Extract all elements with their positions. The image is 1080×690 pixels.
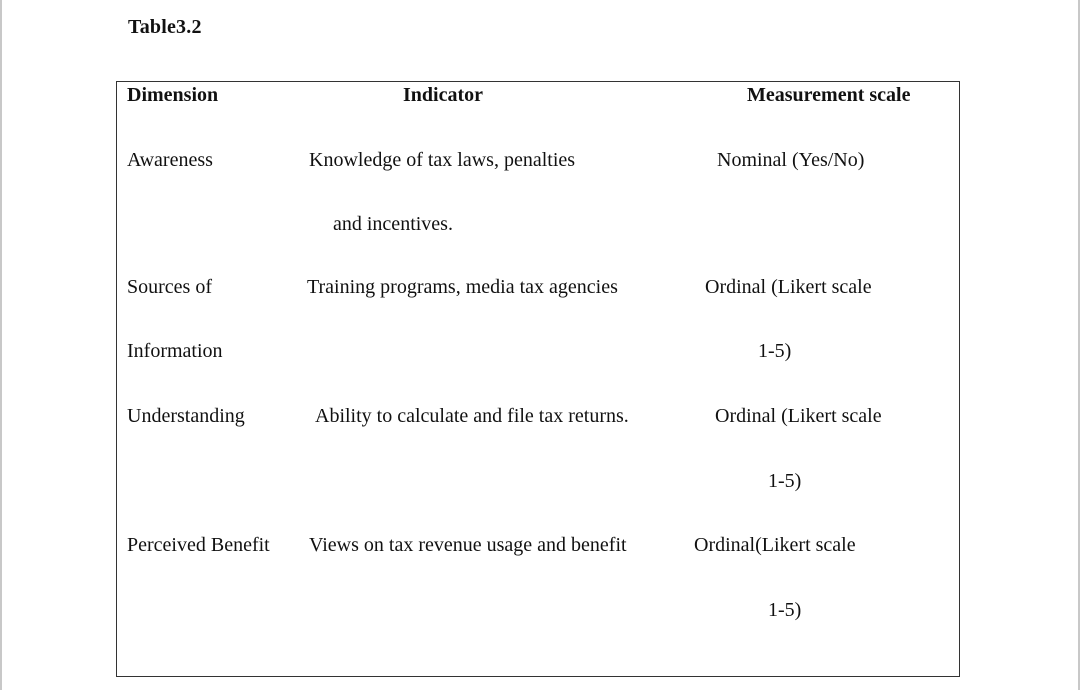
page-edge-left (0, 0, 2, 690)
row-awareness-indicator-line1: Knowledge of tax laws, penalties (309, 149, 576, 171)
row-understanding-scale-line1: Ordinal (Likert scale (715, 405, 882, 427)
row-awareness-dimension: Awareness (127, 149, 213, 171)
header-measurement-scale: Measurement scale (747, 84, 911, 106)
row-benefit-scale-line1: Ordinal(Likert scale (694, 534, 856, 556)
row-awareness-indicator-line2: and incentives. (333, 213, 453, 235)
row-benefit-indicator: Views on tax revenue usage and benefit (309, 534, 627, 556)
row-sources-scale-line1: Ordinal (Likert scale (705, 276, 872, 298)
row-awareness-scale: Nominal (Yes/No) (717, 149, 865, 171)
row-understanding-scale-line2: 1-5) (768, 470, 802, 492)
row-sources-indicator: Training programs, media tax agencies (307, 276, 618, 298)
row-sources-scale-line2: 1-5) (758, 340, 792, 362)
row-understanding-indicator: Ability to calculate and file tax returns. (315, 405, 629, 427)
row-benefit-scale-line2: 1-5) (768, 599, 802, 621)
header-indicator: Indicator (403, 84, 483, 106)
row-sources-dimension-line2: Information (127, 340, 223, 362)
row-benefit-dimension: Perceived Benefit (127, 534, 270, 556)
row-understanding-dimension: Understanding (127, 405, 245, 427)
table-caption: Table3.2 (128, 16, 202, 38)
row-sources-dimension-line1: Sources of (127, 276, 212, 298)
header-dimension: Dimension (127, 84, 219, 106)
